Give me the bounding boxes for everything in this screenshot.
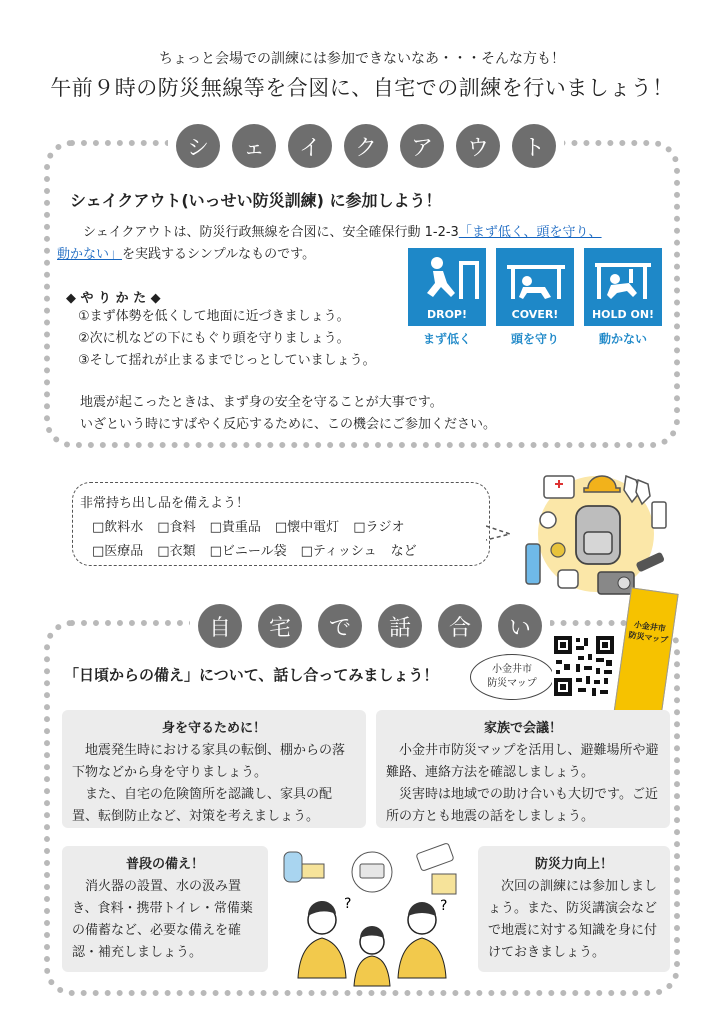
- home-pill-4: 話: [378, 604, 422, 648]
- supply-item: □飲料水: [92, 520, 144, 535]
- supply-item: □貴重品: [209, 520, 261, 535]
- drop-label: DROP!: [426, 308, 468, 321]
- shakeout-pill-5: ア: [400, 124, 444, 168]
- bubble-tail-icon: [486, 524, 512, 544]
- svg-text:?: ?: [440, 898, 448, 914]
- step-2: ②次に机などの下にもぐり頭を守りましょう。: [78, 331, 350, 346]
- cover-label: COVER!: [511, 308, 559, 321]
- supply-item: □衣類: [157, 544, 196, 559]
- emergency-row-2: [92, 540, 417, 559]
- shakeout-pill-2: ェ: [232, 124, 276, 168]
- card-prepare: [62, 846, 268, 972]
- map-cover-line-1: 小金井市: [633, 620, 667, 634]
- shakeout-pill-7: ト: [512, 124, 556, 168]
- home-pill-3: で: [318, 604, 362, 648]
- step-1: ①まず体勢を低くして地面に近づきましょう。: [78, 309, 350, 324]
- supply-item: □懐中電灯: [274, 520, 340, 535]
- drop-caption: まず低く: [422, 332, 471, 346]
- shakeout-pill-row: [168, 124, 564, 168]
- supply-item: □医療品: [92, 544, 144, 559]
- shakeout-pill-4: ク: [344, 124, 388, 168]
- home-pill-1: 自: [198, 604, 242, 648]
- emergency-kit-icon: [518, 462, 668, 602]
- supply-item: など: [390, 544, 417, 559]
- intro-link-cont: 動かない」: [57, 247, 123, 262]
- qr-code-icon[interactable]: [552, 634, 616, 698]
- page-title: 午前９時の防災無線等を合図に、自宅での訓練を行いましょう！: [50, 76, 674, 100]
- map-bubble-line-2: 防災マップ: [487, 678, 537, 689]
- shakeout-signs: [408, 248, 662, 348]
- map-cover-line-2: 防災マップ: [628, 630, 669, 645]
- subtitle: ちょっと会場での訓練には参加できないなあ・・・そんな方も！: [159, 51, 565, 67]
- supply-item: □ビニール袋: [209, 544, 287, 559]
- card-improve-title: 防災力向上！: [534, 857, 613, 872]
- home-pill-6: い: [498, 604, 542, 648]
- card-protect: [62, 710, 366, 828]
- drop-icon: [409, 249, 487, 309]
- supply-item: □食料: [157, 520, 196, 535]
- supply-item: □ラジオ: [353, 520, 405, 535]
- emergency-title: 非常持ち出し品を備えよう！: [80, 496, 250, 511]
- home-heading: 「日頃からの備え」について、話し合ってみましょう！: [64, 666, 439, 684]
- closing-line-2: いざという時にすばやく反応するために、この機会にご参加ください。: [80, 417, 497, 432]
- cover-icon: [497, 249, 575, 309]
- card-prepare-text: 消火器の設置、水の汲み置き、食料・携帯トイレ・常備薬の備蓄など、必要な備えを確認・補充しましょう。: [72, 879, 253, 960]
- card-prepare-title: 普段の備え！: [125, 857, 204, 872]
- card-improve-text: 次回の訓練には参加しましょう。また、防災講演会などで地震に対する知識を身に付けておきましょう。: [488, 879, 658, 960]
- intro-text-post: を実践するシンプルなものです。: [122, 247, 316, 262]
- card-family-title: 家族で会議！: [483, 721, 562, 736]
- shakeout-pill-3: イ: [288, 124, 332, 168]
- shakeout-heading: シェイクアウト(いっせい防災訓練) に参加しよう！: [70, 191, 442, 210]
- hold-on-sign: [584, 248, 662, 326]
- closing-line-1: 地震が起こったときは、まず身の安全を守ることが大事です。: [80, 395, 443, 410]
- card-improve: [478, 846, 670, 972]
- howto-title: ◆ や り か た ◆: [66, 291, 161, 306]
- card-protect-text: 地震発生時における家具の転倒、棚からの落下物などから身を守りましょう。 また、自宅の危険箇所を認識し、家具の配置、転倒防止など、対策を考えましょう。: [72, 743, 346, 824]
- hold-on-icon: [585, 249, 663, 309]
- hold-on-caption: 動かない: [598, 332, 647, 346]
- howto-steps: [78, 306, 376, 372]
- cover-caption: 頭を守り: [510, 332, 559, 346]
- card-protect-title: 身を守るために！: [161, 721, 266, 736]
- svg-text:?: ?: [344, 896, 352, 912]
- home-pill-row: [190, 604, 550, 648]
- home-pill-5: 合: [438, 604, 482, 648]
- drop-sign: [408, 248, 486, 326]
- family-discussion-icon: [272, 838, 472, 988]
- shakeout-closing: [80, 392, 496, 436]
- card-family: [376, 710, 670, 828]
- intro-link: 「まず低く、頭を守り、: [458, 225, 602, 240]
- cover-sign: [496, 248, 574, 326]
- home-pill-2: 宅: [258, 604, 302, 648]
- supply-item: □ティッシュ: [300, 544, 377, 559]
- card-family-text: 小金井市防災マップを活用し、避難場所や避難路、連絡方法を確認しましょう。 災害時は地域での助け合いも大切です。ご近所の方とも地震の話をしましょう。: [386, 743, 659, 824]
- emergency-row-1: [92, 516, 404, 535]
- map-bubble-line-1: 小金井市: [492, 664, 532, 675]
- shakeout-pill-6: ウ: [456, 124, 500, 168]
- step-3: ③そして揺れが止まるまでじっとしていましょう。: [78, 353, 376, 368]
- hold-on-label: HOLD ON!: [591, 308, 655, 321]
- map-bubble: [470, 654, 554, 700]
- shakeout-pill-1: シ: [176, 124, 220, 168]
- intro-text: シェイクアウトは、防災行政無線を合図に、安全確保行動 1-2-3: [83, 225, 459, 240]
